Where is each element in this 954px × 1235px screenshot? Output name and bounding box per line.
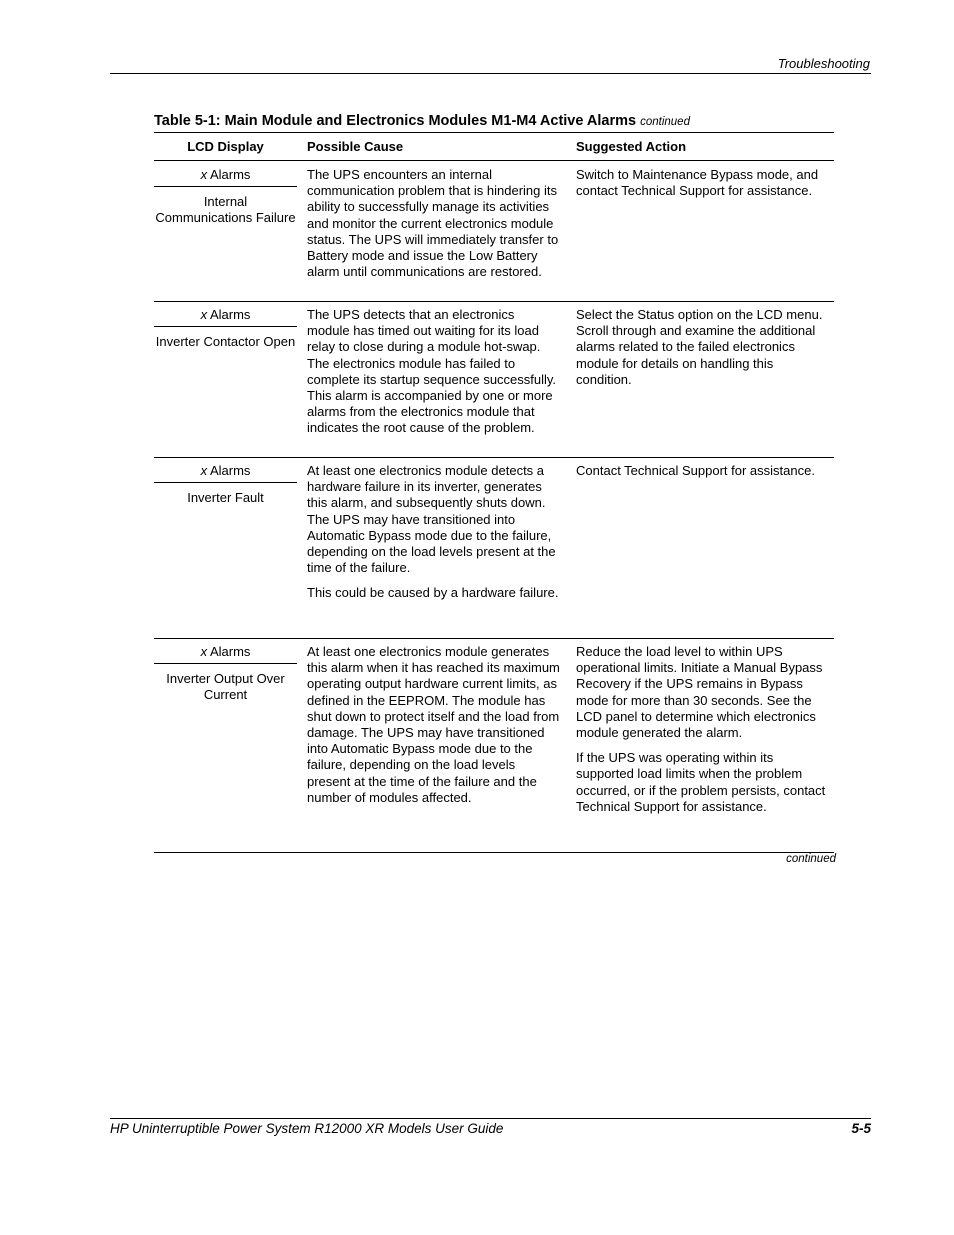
alarm-label: Alarms: [209, 167, 251, 182]
table-row: [154, 638, 834, 853]
lcd-message: Inverter Output Over Current: [166, 671, 285, 703]
lcd-display-cell: [154, 307, 297, 350]
cause-text: At least one electronics module detects a hardware failure in its inverter, generates this alarm, and subsequently shuts down. The UPS may have transitioned into Automatic Bypass mode due to the failure, depending on the load levels present at the time of the failure.: [307, 463, 556, 576]
action-text: If the UPS was operating within its supported load limits when the problem occurred, or if the problem persists, contact Technical Support for assistance.: [576, 750, 826, 814]
table-row: [154, 161, 834, 302]
alarm-label: Alarms: [209, 307, 251, 322]
alarm-count-label: [154, 644, 297, 664]
table-header-row: [154, 139, 834, 161]
cause-text: The UPS encounters an internal communication problem that is hindering its ability to successfully manage its activities and monitor the current electronics module status. The UPS will immediately transfer to Battery mode and issue the Low Battery alarm until communications are restored.: [307, 167, 559, 280]
lcd-display-cell: [154, 463, 297, 506]
table-row: [154, 301, 834, 458]
suggested-action-cell: [576, 307, 828, 388]
possible-cause-cell: [307, 463, 560, 602]
alarm-count-label: [154, 307, 297, 327]
footer-rule: [110, 1118, 871, 1119]
title-rule: [154, 132, 834, 133]
column-header-suggested-action: Suggested Action: [576, 139, 687, 154]
table-title-continued: continued: [640, 116, 690, 128]
cause-text: This could be caused by a hardware failure.: [307, 585, 559, 601]
lcd-message: Inverter Contactor Open: [155, 334, 296, 349]
lcd-message: Inverter Fault: [187, 490, 264, 505]
alarm-label: Alarms: [209, 463, 251, 478]
possible-cause-cell: [307, 644, 560, 806]
page-number: 5-5: [851, 1121, 871, 1136]
possible-cause-cell: [307, 307, 560, 437]
lcd-display-cell: [154, 644, 297, 703]
lcd-display-cell: [154, 167, 297, 226]
lcd-message: Internal Communications Failure: [155, 194, 296, 226]
footer-guide-title: HP Uninterruptible Power System R12000 XR Models User Guide: [110, 1121, 504, 1136]
action-text: Reduce the load level to within UPS operational limits. Initiate a Manual Bypass Recovery if the UPS remains in Bypass mode for more than 30 seconds. See the LCD panel to determine which electronics module generated the alarm.: [576, 644, 823, 741]
column-header-possible-cause: Possible Cause: [307, 139, 404, 154]
suggested-action-cell: [576, 644, 828, 815]
alarm-prefix: x: [200, 307, 208, 322]
alarm-prefix: x: [200, 167, 208, 182]
header-rule: [110, 73, 871, 74]
table-title-text: Table 5-1: Main Module and Electronics Modules M1-M4 Active Alarms: [154, 113, 637, 129]
continued-note: continued: [786, 853, 836, 865]
action-text: Switch to Maintenance Bypass mode, and contact Technical Support for assistance.: [576, 167, 819, 199]
alarm-prefix: x: [200, 644, 208, 659]
suggested-action-cell: [576, 167, 828, 199]
cause-text: At least one electronics module generates this alarm when it has reached its maximum operating output hardware current limits, as defined in the EEPROM. The module has shut down to protect itself and the load from damage. The UPS may have transitioned into Automatic Bypass mode due to the failure, depending on the load levels present at the time of the failure and the number of modules affected.: [307, 644, 560, 805]
table-title: [154, 113, 690, 129]
suggested-action-cell: [576, 463, 828, 479]
possible-cause-cell: [307, 167, 560, 280]
action-text: Select the Status option on the LCD menu. Scroll through and examine the additional alarms related to the failed electronics module for details on handling this condition.: [576, 307, 823, 387]
alarm-prefix: x: [200, 463, 208, 478]
column-header-lcd-display: LCD Display: [187, 139, 264, 154]
action-text: Contact Technical Support for assistance.: [576, 463, 815, 478]
cause-text: The UPS detects that an electronics module has timed out waiting for its load relay to close during a module hot-swap. The electronics module has failed to complete its startup sequence successfully. This alarm is accompanied by one or more alarms from the electronics module that indicates the root cause of the problem.: [307, 307, 557, 436]
alarm-count-label: [154, 167, 297, 187]
alarm-count-label: [154, 463, 297, 483]
running-header: Troubleshooting: [777, 56, 870, 71]
alarm-label: Alarms: [209, 644, 251, 659]
table-row: [154, 457, 834, 639]
